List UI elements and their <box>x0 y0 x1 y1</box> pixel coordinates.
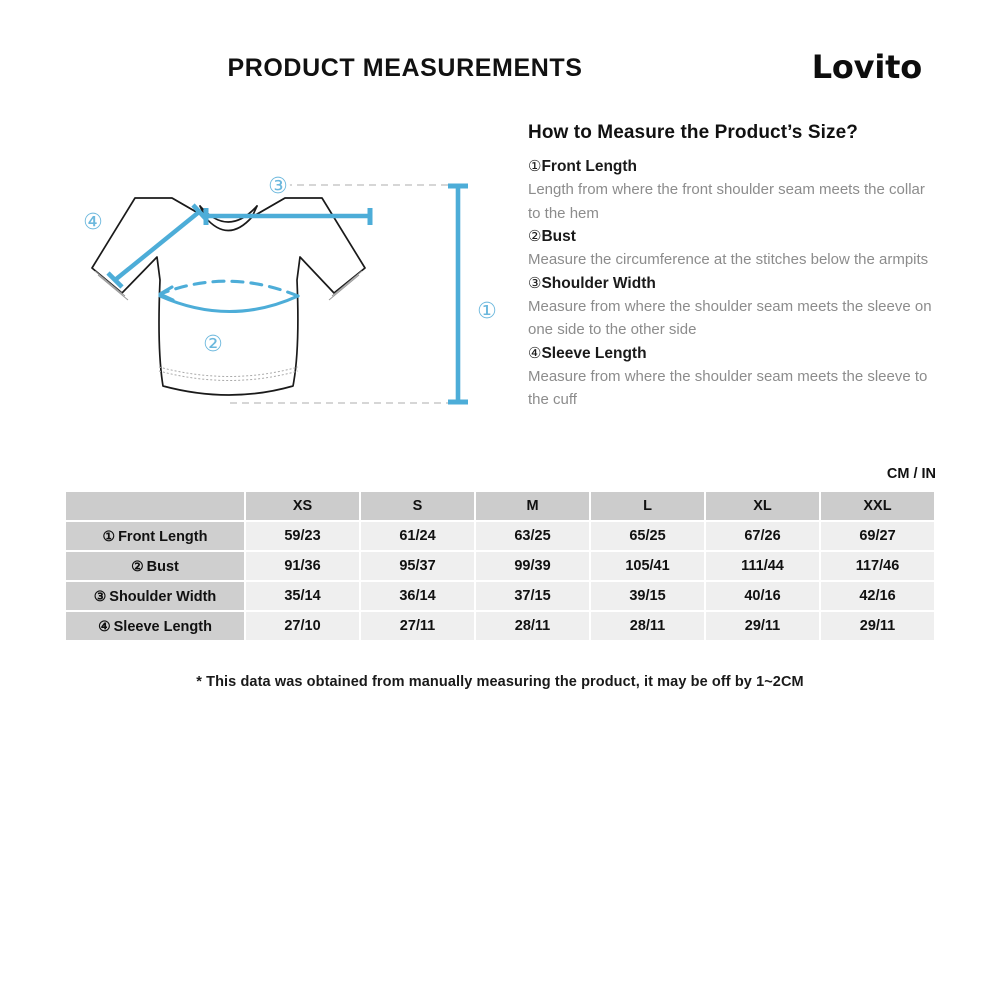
table-header-row <box>66 492 934 520</box>
instruction-marker-front-length: ① <box>528 158 542 175</box>
cell-front-length-xxl: 69/27 <box>821 522 934 550</box>
cell-sleeve-length-m: 28/11 <box>476 612 589 640</box>
marker-front-length-label: ① <box>477 299 497 324</box>
instruction-desc-bust: Measure the circumference at the stitches below the armpits <box>528 251 929 268</box>
cell-sleeve-length-l: 28/11 <box>591 612 704 640</box>
instruction-desc-front-length: Length from where the front shoulder seam meets the collar to the hem <box>528 181 925 222</box>
cell-shoulder-width-xxl: 42/16 <box>821 582 934 610</box>
cell-bust-m: 99/39 <box>476 552 589 580</box>
row-name-front-length: Front Length <box>118 528 208 545</box>
table-header <box>66 492 934 520</box>
instruction-name-sleeve-length: Sleeve Length <box>541 344 647 362</box>
size-header-m: M <box>476 492 589 520</box>
row-marker-sleeve-length: ④ <box>98 617 111 634</box>
cell-front-length-l: 65/25 <box>591 522 704 550</box>
front-length-measure <box>448 186 468 402</box>
instruction-name-shoulder-width: Shoulder Width <box>541 274 656 292</box>
cell-shoulder-width-l: 39/15 <box>591 582 704 610</box>
instruction-title-front-length <box>528 155 938 178</box>
marker-shoulder-width-label: ③ <box>268 174 288 199</box>
cell-bust-xs: 91/36 <box>246 552 359 580</box>
measurement-disclaimer: * This data was obtained from manually measuring the product, it may be off by 1~2CM <box>196 674 804 690</box>
instruction-desc-sleeve-length: Measure from where the shoulder seam meets the sleeve to the cuff <box>528 367 928 408</box>
instruction-name-front-length: Front Length <box>541 158 638 175</box>
instruction-item-bust <box>528 225 938 272</box>
page-title: PRODUCT MEASUREMENTS <box>227 54 583 82</box>
cell-shoulder-width-xs: 35/14 <box>246 582 359 610</box>
how-to-measure-panel <box>528 122 938 412</box>
diagram-marker-sleeve-length <box>83 210 103 235</box>
instruction-marker-bust: ② <box>528 228 542 245</box>
tshirt-outline <box>92 198 365 395</box>
cell-sleeve-length-xxl: 29/11 <box>821 612 934 640</box>
table-corner-cell <box>66 492 244 520</box>
row-name-bust: Bust <box>146 558 179 575</box>
row-marker-bust: ② <box>131 557 144 574</box>
row-label-front-length <box>66 522 244 550</box>
instruction-title-sleeve-length <box>528 342 938 365</box>
row-marker-shoulder-width: ③ <box>93 587 107 604</box>
cell-front-length-xs: 59/23 <box>246 522 359 550</box>
size-chart-table <box>64 490 936 642</box>
size-header-l: L <box>591 492 704 520</box>
row-marker-front-length: ① <box>102 527 116 544</box>
instruction-title-bust <box>528 225 938 248</box>
instruction-item-shoulder-width <box>528 272 938 342</box>
garment-diagram <box>60 150 520 460</box>
cell-bust-xxl: 117/46 <box>821 552 934 580</box>
diagram-marker-bust <box>203 332 223 357</box>
cell-front-length-m: 63/25 <box>476 522 589 550</box>
diagram-marker-shoulder-width <box>266 174 290 199</box>
cell-sleeve-length-s: 27/11 <box>361 612 474 640</box>
diagram-marker-front-length <box>477 299 497 324</box>
marker-bust-label: ② <box>203 332 223 357</box>
row-label-shoulder-width <box>66 582 244 610</box>
units-label: CM / IN <box>886 466 936 482</box>
row-name-shoulder-width: Shoulder Width <box>109 588 217 605</box>
cell-sleeve-length-xl: 29/11 <box>706 612 819 640</box>
table-row-sleeve-length <box>66 612 934 640</box>
cell-bust-xl: 111/44 <box>706 552 819 580</box>
cell-bust-s: 95/37 <box>361 552 474 580</box>
table-body <box>66 522 934 640</box>
instruction-marker-shoulder-width: ③ <box>528 274 542 292</box>
row-label-bust <box>66 552 244 580</box>
cell-shoulder-width-xl: 40/16 <box>706 582 819 610</box>
row-name-sleeve-length: Sleeve Length <box>113 618 212 635</box>
cell-front-length-s: 61/24 <box>361 522 474 550</box>
instruction-marker-sleeve-length: ④ <box>528 344 542 362</box>
table-row-bust <box>66 552 934 580</box>
cell-bust-l: 105/41 <box>591 552 704 580</box>
instruction-desc-shoulder-width: Measure from where the shoulder seam meets the sleeve on one side to the other side <box>528 297 932 338</box>
instruction-item-front-length <box>528 155 938 225</box>
brand-logo: Lovito <box>811 48 922 86</box>
marker-sleeve-length-label: ④ <box>83 210 103 235</box>
table-row-front-length <box>66 522 934 550</box>
cell-sleeve-length-xs: 27/10 <box>246 612 359 640</box>
instruction-item-sleeve-length <box>528 342 938 412</box>
size-header-xs: XS <box>246 492 359 520</box>
table-row-shoulder-width <box>66 582 934 610</box>
cell-front-length-xl: 67/26 <box>706 522 819 550</box>
instruction-title-shoulder-width <box>528 272 938 295</box>
instruction-name-bust: Bust <box>541 228 576 245</box>
size-header-xl: XL <box>706 492 819 520</box>
row-label-sleeve-length <box>66 612 244 640</box>
how-to-measure-title: How to Measure the Product’s Size? <box>528 122 858 143</box>
size-header-s: S <box>361 492 474 520</box>
cell-shoulder-width-m: 37/15 <box>476 582 589 610</box>
size-header-xxl: XXL <box>821 492 934 520</box>
cell-shoulder-width-s: 36/14 <box>361 582 474 610</box>
